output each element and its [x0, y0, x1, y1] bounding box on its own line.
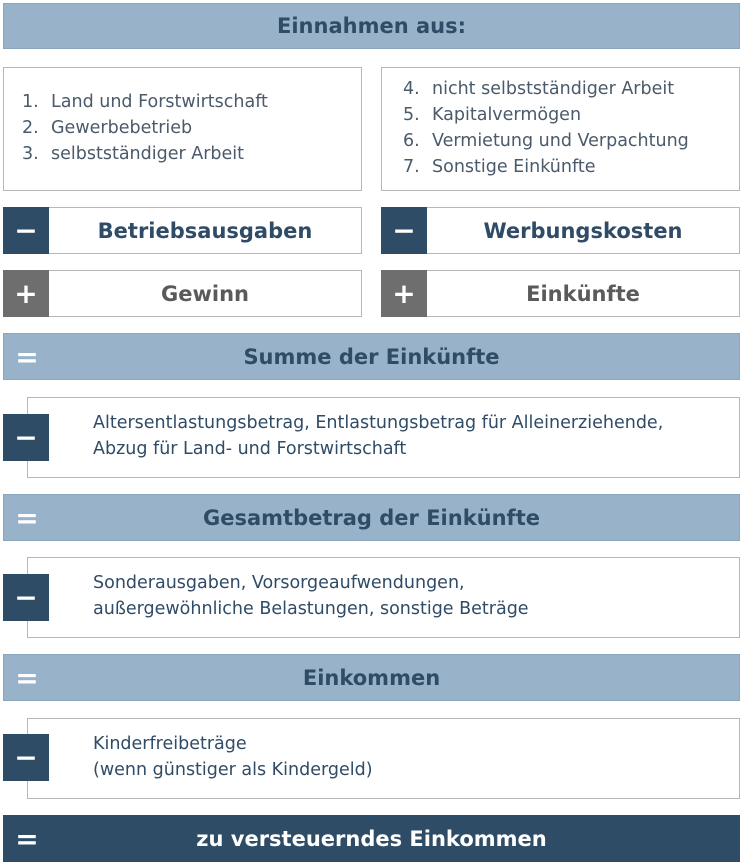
summe-einkuenfte-title: Summe der Einkünfte [243, 344, 500, 369]
list-item: 4. nicht selbstständiger Arbeit [403, 79, 675, 99]
minus-icon: − [3, 734, 49, 781]
einkommen-band [3, 654, 740, 701]
zu-versteuerndes-einkommen-band [3, 815, 740, 862]
equals-icon: = [15, 822, 39, 855]
betriebsausgaben-row [3, 207, 362, 254]
gesamtbetrag-band [3, 494, 740, 541]
list-item: 5. Kapitalvermögen [403, 105, 582, 125]
minus-icon: − [381, 207, 427, 254]
deduction-3-box [27, 718, 740, 799]
income-header [3, 3, 740, 49]
einkuenfte-label: Einkünfte [526, 281, 640, 306]
plus-icon: + [3, 270, 49, 317]
werbungskosten-label: Werbungskosten [483, 218, 683, 243]
income-list-left-items [22, 89, 361, 167]
deduction-1-box [27, 397, 740, 478]
list-item: 6. Vermietung und Verpachtung [403, 131, 689, 151]
income-list-left [3, 67, 362, 191]
summe-einkuenfte-band [3, 333, 740, 380]
equals-icon: = [15, 661, 39, 694]
list-item: 3. selbstständiger Arbeit [22, 144, 244, 164]
zu-versteuerndes-einkommen-title: zu versteuerndes Einkommen [196, 826, 547, 851]
deduction-3-text: Kinderfreibeträge (wenn günstiger als Kindergeld) [93, 734, 373, 780]
equals-icon: = [15, 340, 39, 373]
werbungskosten-row [381, 207, 740, 254]
einkuenfte-row [381, 270, 740, 317]
list-item: 2. Gewerbebetrieb [22, 118, 193, 138]
gewinn-row [3, 270, 362, 317]
minus-icon: − [3, 414, 49, 461]
gewinn-label: Gewinn [161, 281, 249, 306]
income-list-right-items [403, 76, 739, 180]
equals-icon: = [15, 501, 39, 534]
income-header-title: Einnahmen aus: [277, 14, 466, 38]
betriebsausgaben-label: Betriebsausgaben [97, 218, 313, 243]
gesamtbetrag-title: Gesamtbetrag der Einkünfte [203, 505, 540, 530]
list-item: 1. Land und Forstwirtschaft [22, 92, 268, 112]
minus-icon: − [3, 207, 49, 254]
deduction-1-text: Altersentlastungsbetrag, Entlastungsbetrag für Alleinerziehende, Abzug für Land- und Forstwirtschaft [93, 413, 664, 459]
einkommen-title: Einkommen [302, 665, 441, 690]
minus-icon: − [3, 574, 49, 621]
list-item: 7. Sonstige Einkünfte [403, 157, 596, 177]
plus-icon: + [381, 270, 427, 317]
deduction-2-box [27, 557, 740, 638]
deduction-2-text: Sonderausgaben, Vorsorgeaufwendungen, außergewöhnliche Belastungen, sonstige Beträge [93, 573, 529, 619]
income-list-right [381, 67, 740, 191]
